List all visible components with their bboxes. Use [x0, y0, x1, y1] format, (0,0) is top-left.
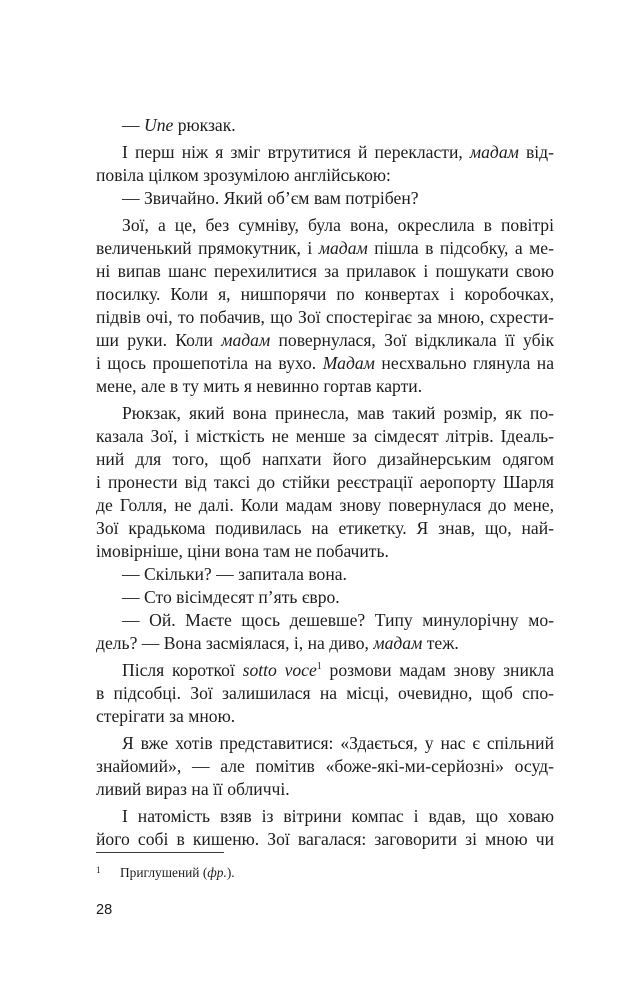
- text-line: і пронести від таксі до стійки реєстрації аеропорту Шарля: [96, 472, 554, 492]
- paragraph: [96, 609, 554, 655]
- paragraph: [96, 563, 554, 586]
- text-line: його собі в кишеню. Зої вагалася: заговорити зі мною чи: [96, 829, 554, 849]
- paragraph: [96, 732, 554, 801]
- text-line: посилку. Коли я, нишпорячи по конвертах і коробочках,: [96, 284, 554, 304]
- paragraph: [96, 214, 554, 398]
- text-line: знайомий», — але помітив «боже-які-ми-серйозні» осуд-: [96, 756, 554, 776]
- paragraph: [96, 187, 554, 210]
- text-line: Зої крадькома подивилась на етикетку. Я знав, що, най-: [96, 518, 554, 538]
- text-line: — Une рюкзак.: [122, 115, 236, 135]
- text-line: Рюкзак, який вона принесла, мав такий розмір, як по-: [122, 403, 554, 423]
- text-line: ний для того, щоб напхати його дизайнерським одягом: [96, 449, 554, 469]
- text-line: ні випав шанс перехилитися за прилавок і пошукати свою: [96, 261, 554, 281]
- text-line: дель? — Вона засміялася, і, на диво, мадам теж.: [96, 633, 459, 653]
- paragraph: [96, 114, 554, 137]
- paragraph: [96, 586, 554, 609]
- paragraph: [96, 402, 554, 563]
- page-number: 28: [96, 902, 113, 918]
- text-line: величенький прямокутник, і мадам пішла в підсобку, а ме-: [96, 238, 554, 258]
- text-line: повіла цілком зрозумілою англійською:: [96, 165, 391, 185]
- text-line: стерігати за мною.: [96, 706, 236, 726]
- text-line: Зої, а це, без сумніву, була вона, окреслила в повітрі: [122, 215, 554, 235]
- text-line: Я вже хотів представитися: «Здається, у нас є спільний: [122, 733, 554, 753]
- text-line: — Звичайно. Який об’єм вам потрібен?: [122, 188, 419, 208]
- text-line: І перш ніж я зміг втрутитися й перекласти, мадам від-: [122, 142, 554, 162]
- footnote: [96, 862, 235, 881]
- footnote-text: Приглушений (фр.).: [120, 865, 235, 880]
- main-text: [96, 114, 554, 851]
- text-line: І натомість взяв із вітрини компас і вдав, що ховаю: [122, 806, 554, 826]
- text-line: казала Зої, і місткість не менше за сімдесят літрів. Ідеаль-: [96, 426, 554, 446]
- text-line: — Скільки? — запитала вона.: [122, 564, 347, 584]
- text-line: де Голля, не далі. Коли мадам знову повернулася до мене,: [96, 495, 554, 515]
- footnote-ref: 1: [316, 661, 322, 672]
- text-line: ши руки. Коли мадам повернулася, Зої відкликала її убік: [96, 330, 554, 350]
- text-line: і щось прошепотіла на вухо. Мадам несхвально глянула на: [96, 353, 555, 373]
- text-line: — Сто вісімдесят п’ять євро.: [122, 587, 340, 607]
- footnote-number: 1: [96, 865, 101, 875]
- text-line: імовірніше, ціни вона там не побачить.: [96, 541, 389, 561]
- paragraph: [96, 659, 554, 728]
- paragraph: [96, 141, 554, 187]
- text-line: в підсобці. Зої залишилася на місці, очевидно, щоб спо-: [96, 683, 554, 703]
- text-line: — Ой. Маєте щось дешевше? Типу минулорічну мо-: [122, 610, 554, 630]
- text-line: підвів очі, то побачив, що Зої спостерігає за мною, схрести-: [96, 307, 554, 327]
- footnote-divider: [96, 852, 224, 853]
- text-line: Після короткої sotto voce$^1$ розмови мадам знову зникла: [122, 660, 555, 680]
- paragraph: [96, 805, 554, 851]
- text-line: ливий вираз на її обличчі.: [96, 779, 290, 799]
- text-line: мене, але в ту мить я невинно гортав карти.: [96, 376, 423, 396]
